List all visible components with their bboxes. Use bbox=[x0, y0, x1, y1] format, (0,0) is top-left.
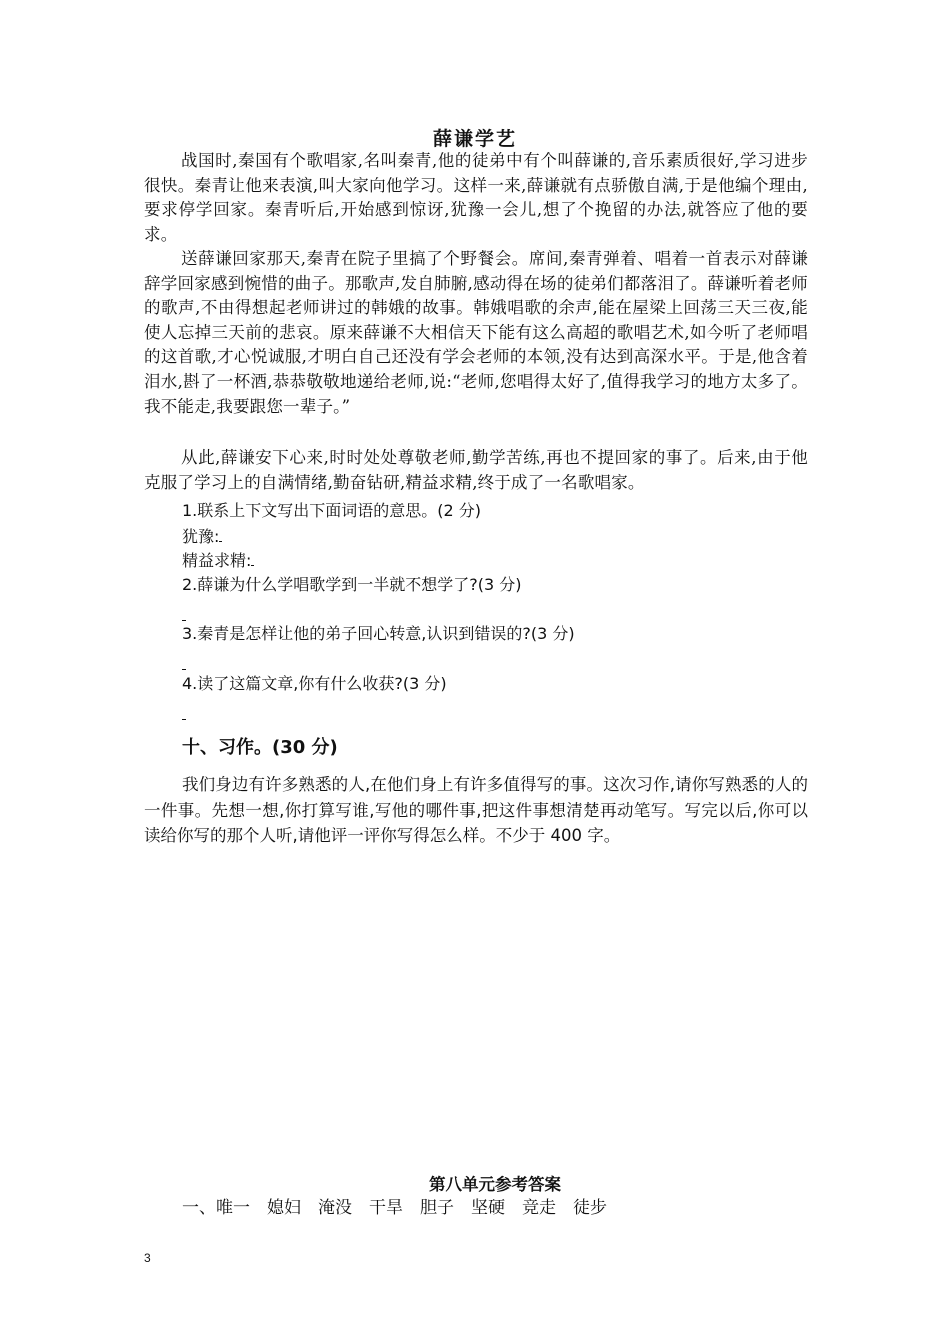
answer-key-item: 干旱 bbox=[369, 1198, 403, 1218]
answer-key-title: 第八单元参考答案 bbox=[429, 1175, 561, 1194]
answer-blank-1a[interactable] bbox=[219, 525, 222, 542]
answer-key-item: 淹没 bbox=[318, 1198, 352, 1218]
passage-paragraph-1: 战国时,秦国有个歌唱家,名叫秦青,他的徒弟中有个叫薛谦的,音乐素质很好,学习进步很快。秦青让他来表演,叫大家向他学习。这样一来,薛谦就有点骄傲自满,于是他编个理由,要求停学回家。秦青听后,开始感到惊讶,犹豫一会儿,想了个挽留的办法,就答应了他的要求。 bbox=[144, 151, 808, 244]
answer-line-3[interactable] bbox=[182, 669, 186, 670]
answer-key-item: 竞走 bbox=[522, 1198, 556, 1218]
answer-blank-1b[interactable] bbox=[251, 549, 254, 566]
answer-key-item: 媳妇 bbox=[267, 1198, 301, 1218]
question-3: 3.秦青是怎样让他的弟子回心转意,认识到错误的?(3 分) bbox=[182, 624, 575, 643]
question-1-term-a-label: 犹豫: bbox=[182, 527, 220, 546]
answer-key-item: 唯一 bbox=[216, 1198, 250, 1218]
composition-heading: 十、习作。(30 分) bbox=[182, 737, 338, 758]
composition-prompt: 我们身边有许多熟悉的人,在他们身上有许多值得写的事。这次习作,请你写熟悉的人的一件事。先想一想,你打算写谁,写他的哪件事,把这件事想清楚再动笔写。写完以后,你可以读给你写的那个人听,请他评一评你写得怎么样。不少于 400 字。 bbox=[144, 775, 808, 845]
passage-title: 薛谦学艺 bbox=[432, 128, 517, 150]
question-1: 1.联系上下文写出下面词语的意思。(2 分) bbox=[182, 501, 482, 520]
passage-paragraph-2: 送薛谦回家那天,秦青在院子里搞了个野餐会。席间,秦青弹着、唱着一首表示对薛谦辞学回家感到惋惜的曲子。那歌声,发自肺腑,感动得在场的徒弟们都落泪了。薛谦听着老师的歌声,不由得想起老师讲过的韩娥的故事。韩娥唱歌的余声,能在屋梁上回荡三天三夜,能使人忘掉三天前的悲哀。原来薛谦不大相信天下能有这么高超的歌唱艺术,如今听了老师唱的这首歌,才心悦诚服,才明白自己还没有学会老师的本领,没有达到高深水平。于是,他含着泪水,斟了一杯酒,恭恭敬敬地递给老师,说:“老师,您唱得太好了,值得我学习的地方太多了。我不能走,我要跟您一辈子。” bbox=[144, 249, 808, 416]
question-1-term-b-label: 精益求精: bbox=[182, 551, 252, 570]
answer-line-4[interactable] bbox=[182, 719, 186, 720]
answer-key-row-label: 一、 bbox=[182, 1198, 216, 1218]
question-2: 2.薛谦为什么学唱歌学到一半就不想学了?(3 分) bbox=[182, 575, 522, 594]
answer-key-item: 胆子 bbox=[420, 1198, 454, 1218]
passage-paragraph-3: 从此,薛谦安下心来,时时处处尊敬老师,勤学苦练,再也不提回家的事了。后来,由于他克服了学习上的自满情绪,勤奋钻研,精益求精,终于成了一名歌唱家。 bbox=[144, 448, 808, 492]
answer-key-item: 坚硬 bbox=[471, 1198, 505, 1218]
answer-key-item: 徒步 bbox=[573, 1198, 607, 1218]
question-1-term-b bbox=[182, 549, 254, 572]
page-number: 3 bbox=[144, 1251, 151, 1265]
question-1-term-a bbox=[182, 525, 222, 548]
answer-line-2[interactable] bbox=[182, 620, 186, 621]
question-4: 4.读了这篇文章,你有什么收获?(3 分) bbox=[182, 674, 447, 693]
answer-key-row-1 bbox=[182, 1196, 624, 1220]
